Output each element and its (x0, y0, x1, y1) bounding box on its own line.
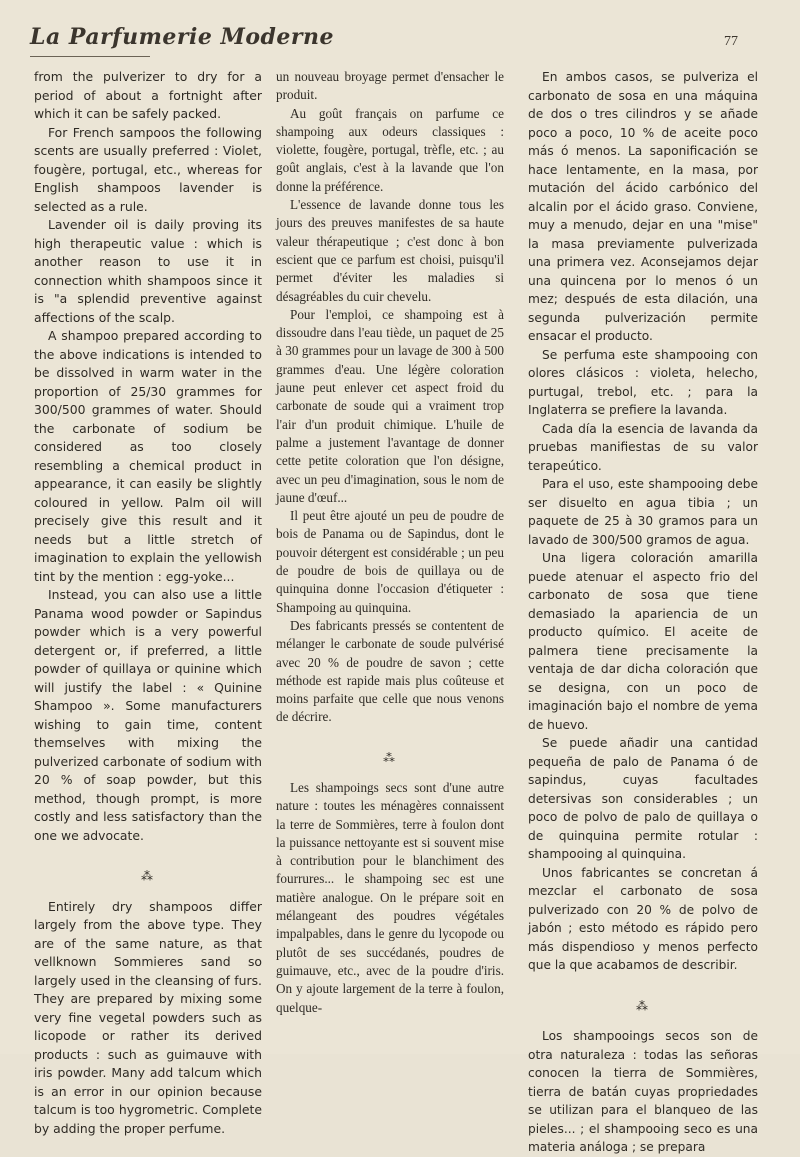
fr-paragraph-1: un nouveau broyage permet d'ensacher le produit. (276, 69, 504, 103)
es-paragraph-7: Unos fabricantes se concretan á mezclar el carbonato de sosa pulverizado con 20 % de polvo de jabón ; esto método es rápido pero más dispendioso y menos perfecto que la que acabamos de describir. (528, 865, 758, 972)
fr-paragraph-4: Pour l'emploi, ce shampoing est à dissoudre dans l'eau tiède, un paquet de 25 à 30 grammes pour un lavage de 300 à 500 grammes d'eau. Une légère coloration jaune peut enlever cet aspect froid du carbonate de soude qui a vraiment trop l'air d'un produit chimique. L'huile de palme a justement l'avantage de donner cette petite coloration que l'on désigne, avec un peu d'imagination, sous le nom de jaune d'œuf... (276, 306, 504, 505)
en-paragraph-1: from the pulverizer to dry for a period of about a fortnight after which it can be safely packed. (34, 69, 262, 121)
es-section-separator: ⁂ (636, 998, 650, 1013)
fr-paragraph-7: Les shampoings secs sont d'une autre nature : toutes les ménagères connaissent la terre de Sommières, terre à foulon dont la puissance nettoyante est si souvent mise à contribution pour le blanchiment des fourrures... le shampoing sec est une matière analogue. On le prépare soit en mélangeant des poudres végétales impalpables, dans le genre du lycopode ou plutôt de ses succédanés, poudres de guimauve, etc., avec de la poudre d'iris. On y ajoute largement de la terre à foulon, quelque- (276, 779, 504, 1015)
page-number: 77 (724, 34, 738, 49)
en-section-separator: ⁂ (141, 869, 155, 883)
fr-paragraph-6: Des fabricants pressés se contentent de mélanger le carbonate de soude pulvérisé avec 20 % de poudre de savon ; cette méthode est rapide mais plus coûteuse et moins parfaite que celle que nous venons de décrire. (276, 617, 504, 725)
french-column (276, 68, 504, 1017)
es-paragraph-3: Cada día la esencia de lavanda da pruebas manifiestas de su valor terapeútico. (528, 421, 758, 473)
fr-section-separator: ⁂ (383, 750, 397, 765)
en-paragraph-5: Instead, you can also use a little Panama wood powder or Sapindus powder which is a very powerful detergent or, if preferred, a little powder of quillaya or quinine which will justify the label : « Quinine Shampoo ». Some manufacturers wishing to gain time, content themselves with mixing the pulverized carbonate of sodium with 20 % of soap powder, but this method, though prompt, is more costly and less satisfactory than the one we advocate. (34, 587, 262, 843)
en-paragraph-6: Entirely dry shampoos differ largely from the above type. They are of the same nature, as that vellknown Sommieres sand so largely used in the cleansing of furs. They are prepared by mixing some very fine vegetal powders such as licopode or rather its derived products : such as guimauve with iris powder. Many add talcum which is an error in our opinion because talcum is too hygrometric. Complete by adding the proper perfume. (34, 898, 262, 1136)
en-paragraph-3: Lavender oil is daily proving its high therapeutic value : which is another reason to use it in connection whith shampoos since it is "a splendid preventive against affections of the scalp. (34, 217, 262, 325)
en-paragraph-2: For French sampoos the following scents are usually preferred : Violet, fougère, portugal, etc., whereas for English shampoos lavender is selected as a rule. (34, 124, 262, 214)
english-column (34, 68, 262, 1138)
masthead-rule (30, 56, 150, 57)
es-paragraph-4: Para el uso, este shampooing debe ser disuelto en agua tibia ; un paquete de 25 à 30 gramos para un lavado de 300/500 gramos de agua. (528, 477, 758, 547)
spanish-column (528, 68, 758, 1157)
journal-title: La Parfumerie Moderne (30, 24, 335, 50)
fr-paragraph-3: L'essence de lavande donne tous les jours des preuves manifestes de sa haute valeur thérapeutique ; c'est donc à bon escient que ce parfum est choisi, puisqu'il permet d'éviter les maladies si désagréables du cuir chevelu. (276, 197, 504, 304)
fr-paragraph-5: Il peut être ajouté un peu de poudre de bois de Panama ou de Sapindus, dont le pouvoir détergent est considérable ; un peu de poudre de bois de quillaya ou de quinquina donne l'occasion d'étiqueter : Shampoing au quinquina. (276, 508, 504, 615)
es-paragraph-8: Los shampooings secos son de otra naturaleza : todas las señoras conocen la tierra de Sommières, tierra de batán cuyas propriedades se utilizan para el blanqueo de las pieles... ; el shampooing seco es una materia análoga ; se prepara (528, 1029, 758, 1154)
es-paragraph-1: En ambos casos, se pulveriza el carbonato de sosa en una máquina de dos o tres cilindros y se añade poco a poco, 10 % de aceite poco más ó menos. La saponificación se hace lentamente, en la masa, por mutación del ácido carbónico del alcalin por el ácido graso. Conviene, muy a menudo, dejar en una "mise" la masa previamente pulverizada una primera vez. Aconsejamos dejar una quincena por lo menos ó un mez; después de esta dilación, una segunda pulverización permite ensacar el producto. (528, 70, 758, 343)
es-paragraph-5: Una ligera coloración amarilla puede atenuar el aspecto frio del carbonato de sosa que tiene demasiado la apariencia de un producto químico. El aceite de palmera tiene precisamente la ventaja de dar dicha coloración que se designa, con un poco de imaginación bajo el nombre de yema de huevo. (528, 551, 758, 732)
en-paragraph-4: A shampoo prepared according to the above indications is intended to be dissolved in warm water in the proportion of 25/30 grammes for 300/500 grammes of water. Should the carbonate of sodium be considered as too closely resembling a chemical product in appearance, it can easily be slightly coloured in yellow. Palm oil will precisely give this result and it needs but a little stretch of imagination to explain the yellowish tint by the mention : egg-yoke... (34, 328, 262, 584)
fr-paragraph-2: Au goût français on parfume ce shampoing aux odeurs classiques : violette, fougère, portugal, trèfle, etc. ; au goût anglais, c'est à la lavande que l'on donne la préférence. (276, 105, 504, 194)
es-paragraph-6: Se puede añadir una cantidad pequeña de palo de Panama ó de sapindus, cuyas facultades detersivas son considerables ; un poco de polvo de palo de quillaya o de quinquina permite rotular : shampooing al quinquina. (528, 736, 758, 861)
es-paragraph-2: Se perfuma este shampooing con olores clásicos : violeta, helecho, purtugal, trebol, etc. ; para la Inglaterra se prefiere la lavanda. (528, 347, 758, 417)
